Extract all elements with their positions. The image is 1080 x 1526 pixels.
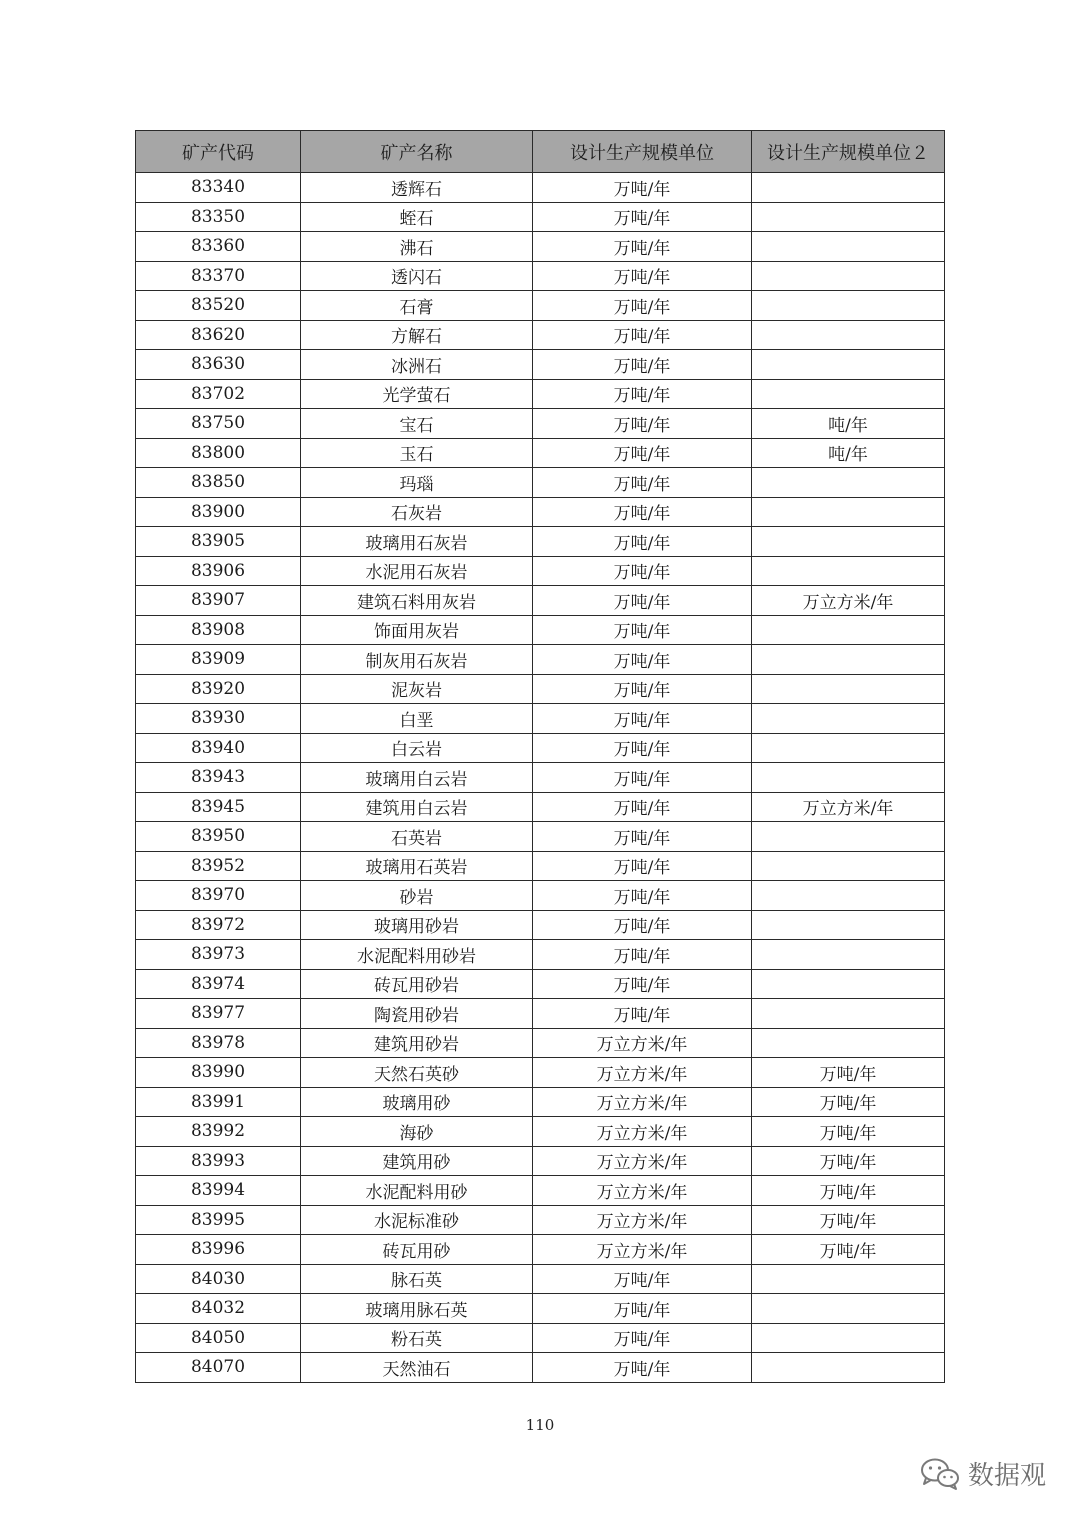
design-scale-unit-2-cell (752, 940, 945, 970)
mineral-name-cell: 天然石英砂 (301, 1058, 533, 1088)
mineral-code-cell: 83350 (136, 202, 301, 232)
design-scale-unit-2-cell (752, 261, 945, 291)
mineral-code-cell: 83907 (136, 586, 301, 616)
table-row (136, 527, 945, 557)
design-scale-unit-cell: 万吨/年 (533, 1353, 752, 1383)
table-row (136, 261, 945, 291)
table-row (136, 1176, 945, 1206)
design-scale-unit-2-cell (752, 497, 945, 527)
table-body (136, 173, 945, 1383)
mineral-code-cell: 83978 (136, 1028, 301, 1058)
design-scale-unit-cell: 万吨/年 (533, 881, 752, 911)
design-scale-unit-2-cell: 万吨/年 (752, 1146, 945, 1176)
design-scale-unit-2-cell (752, 468, 945, 498)
table-row (136, 881, 945, 911)
table-row (136, 1205, 945, 1235)
mineral-name-cell: 光学萤石 (301, 379, 533, 409)
design-scale-unit-2-cell (752, 1264, 945, 1294)
design-scale-unit-2-cell (752, 1294, 945, 1324)
design-scale-unit-2-cell (752, 527, 945, 557)
design-scale-unit-cell: 万吨/年 (533, 733, 752, 763)
table-row (136, 822, 945, 852)
mineral-name-cell: 砂岩 (301, 881, 533, 911)
design-scale-unit-2-cell (752, 881, 945, 911)
mineral-name-cell: 白云岩 (301, 733, 533, 763)
mineral-code-cell: 83905 (136, 527, 301, 557)
design-scale-unit-2-cell (752, 763, 945, 793)
mineral-name-cell: 粉石英 (301, 1323, 533, 1353)
design-scale-unit-cell: 万吨/年 (533, 704, 752, 734)
design-scale-unit-cell: 万吨/年 (533, 320, 752, 350)
mineral-code-cell: 83940 (136, 733, 301, 763)
mineral-code-cell: 83520 (136, 291, 301, 321)
design-scale-unit-2-cell: 万立方米/年 (752, 586, 945, 616)
design-scale-unit-2-cell (752, 704, 945, 734)
mineral-name-cell: 水泥配料用砂岩 (301, 940, 533, 970)
design-scale-unit-cell: 万立方米/年 (533, 1087, 752, 1117)
mineral-name-cell: 泥灰岩 (301, 674, 533, 704)
table-row (136, 733, 945, 763)
table-row (136, 438, 945, 468)
mineral-name-cell: 石英岩 (301, 822, 533, 852)
mineral-name-cell: 水泥用石灰岩 (301, 556, 533, 586)
design-scale-unit-cell: 万吨/年 (533, 438, 752, 468)
design-scale-unit-cell: 万立方米/年 (533, 1117, 752, 1147)
mineral-code-cell: 83900 (136, 497, 301, 527)
mineral-name-cell: 石膏 (301, 291, 533, 321)
table-row (136, 350, 945, 380)
mineral-code-cell: 83990 (136, 1058, 301, 1088)
mineral-code-cell: 83943 (136, 763, 301, 793)
header-design-scale-unit: 设计生产规模单位 (533, 131, 752, 173)
mineral-name-cell: 制灰用石灰岩 (301, 645, 533, 675)
table-row (136, 674, 945, 704)
mineral-code-cell: 84050 (136, 1323, 301, 1353)
table-row (136, 645, 945, 675)
table-row (136, 232, 945, 262)
design-scale-unit-cell: 万吨/年 (533, 261, 752, 291)
design-scale-unit-2-cell: 万吨/年 (752, 1117, 945, 1147)
design-scale-unit-2-cell (752, 173, 945, 203)
design-scale-unit-cell: 万立方米/年 (533, 1058, 752, 1088)
mineral-name-cell: 水泥配料用砂 (301, 1176, 533, 1206)
design-scale-unit-2-cell (752, 851, 945, 881)
table-row (136, 379, 945, 409)
mineral-name-cell: 玻璃用白云岩 (301, 763, 533, 793)
mineral-name-cell: 砖瓦用砂岩 (301, 969, 533, 999)
design-scale-unit-cell: 万吨/年 (533, 468, 752, 498)
mineral-code-cell: 83630 (136, 350, 301, 380)
design-scale-unit-cell: 万吨/年 (533, 792, 752, 822)
design-scale-unit-2-cell (752, 910, 945, 940)
table-row (136, 202, 945, 232)
table-row (136, 1235, 945, 1265)
watermark (920, 1455, 1046, 1492)
mineral-name-cell: 玻璃用砂 (301, 1087, 533, 1117)
table-row (136, 763, 945, 793)
design-scale-unit-cell: 万吨/年 (533, 645, 752, 675)
design-scale-unit-cell: 万吨/年 (533, 173, 752, 203)
table-row (136, 704, 945, 734)
mineral-code-cell: 83993 (136, 1146, 301, 1176)
mineral-code-cell: 83994 (136, 1176, 301, 1206)
mineral-name-cell: 方解石 (301, 320, 533, 350)
design-scale-unit-2-cell (752, 645, 945, 675)
mineral-code-cell: 83340 (136, 173, 301, 203)
table-row (136, 615, 945, 645)
mineral-code-cell: 83945 (136, 792, 301, 822)
table-row (136, 1087, 945, 1117)
design-scale-unit-cell: 万立方米/年 (533, 1146, 752, 1176)
mineral-code-cell: 83920 (136, 674, 301, 704)
design-scale-unit-cell: 万吨/年 (533, 586, 752, 616)
mineral-code-cell: 83977 (136, 999, 301, 1029)
mineral-name-cell: 玻璃用砂岩 (301, 910, 533, 940)
design-scale-unit-2-cell (752, 615, 945, 645)
mineral-code-cell: 83992 (136, 1117, 301, 1147)
design-scale-unit-2-cell: 万立方米/年 (752, 792, 945, 822)
table-row (136, 291, 945, 321)
table-row (136, 409, 945, 439)
mineral-code-cell: 83620 (136, 320, 301, 350)
design-scale-unit-cell: 万吨/年 (533, 379, 752, 409)
table-row (136, 1264, 945, 1294)
design-scale-unit-2-cell (752, 350, 945, 380)
mineral-code-cell: 83750 (136, 409, 301, 439)
design-scale-unit-2-cell (752, 822, 945, 852)
design-scale-unit-cell: 万吨/年 (533, 409, 752, 439)
table-header (136, 131, 945, 173)
mineral-code-cell: 83906 (136, 556, 301, 586)
mineral-code-cell: 83972 (136, 910, 301, 940)
mineral-code-cell: 83370 (136, 261, 301, 291)
mineral-name-cell: 沸石 (301, 232, 533, 262)
design-scale-unit-cell: 万吨/年 (533, 1323, 752, 1353)
design-scale-unit-2-cell (752, 202, 945, 232)
mineral-code-cell: 83952 (136, 851, 301, 881)
design-scale-unit-2-cell (752, 969, 945, 999)
design-scale-unit-cell: 万吨/年 (533, 291, 752, 321)
mineral-code-cell: 83930 (136, 704, 301, 734)
mineral-code-cell: 84030 (136, 1264, 301, 1294)
mineral-name-cell: 建筑石料用灰岩 (301, 586, 533, 616)
mineral-name-cell: 透闪石 (301, 261, 533, 291)
table-row (136, 940, 945, 970)
design-scale-unit-cell: 万吨/年 (533, 497, 752, 527)
design-scale-unit-2-cell (752, 999, 945, 1029)
design-scale-unit-2-cell (752, 1028, 945, 1058)
mineral-name-cell: 玻璃用石英岩 (301, 851, 533, 881)
mineral-name-cell: 白垩 (301, 704, 533, 734)
mineral-code-cell: 84032 (136, 1294, 301, 1324)
design-scale-unit-cell: 万吨/年 (533, 1264, 752, 1294)
header-row (136, 131, 945, 173)
mineral-code-cell: 83970 (136, 881, 301, 911)
table-row (136, 1146, 945, 1176)
design-scale-unit-cell: 万吨/年 (533, 940, 752, 970)
mineral-code-cell: 83909 (136, 645, 301, 675)
header-mineral-code: 矿产代码 (136, 131, 301, 173)
table-row (136, 173, 945, 203)
design-scale-unit-2-cell: 吨/年 (752, 409, 945, 439)
mineral-name-cell: 砖瓦用砂 (301, 1235, 533, 1265)
header-mineral-name: 矿产名称 (301, 131, 533, 173)
design-scale-unit-cell: 万吨/年 (533, 969, 752, 999)
mineral-code-cell: 84070 (136, 1353, 301, 1383)
mineral-name-cell: 冰洲石 (301, 350, 533, 380)
design-scale-unit-2-cell (752, 291, 945, 321)
design-scale-unit-2-cell (752, 1323, 945, 1353)
mineral-name-cell: 玉石 (301, 438, 533, 468)
table-row (136, 1058, 945, 1088)
design-scale-unit-cell: 万吨/年 (533, 999, 752, 1029)
minerals-table (135, 130, 945, 1383)
design-scale-unit-2-cell: 万吨/年 (752, 1235, 945, 1265)
design-scale-unit-cell: 万吨/年 (533, 232, 752, 262)
page-number: 110 (525, 1416, 555, 1434)
header-design-scale-unit-2: 设计生产规模单位２ (752, 131, 945, 173)
design-scale-unit-2-cell (752, 556, 945, 586)
mineral-name-cell: 建筑用砂 (301, 1146, 533, 1176)
mineral-code-cell: 83850 (136, 468, 301, 498)
design-scale-unit-2-cell (752, 1353, 945, 1383)
table-row (136, 320, 945, 350)
table-row (136, 999, 945, 1029)
mineral-name-cell: 透辉石 (301, 173, 533, 203)
mineral-name-cell: 蛭石 (301, 202, 533, 232)
table-row (136, 556, 945, 586)
design-scale-unit-2-cell (752, 674, 945, 704)
design-scale-unit-cell: 万立方米/年 (533, 1205, 752, 1235)
mineral-code-cell: 83360 (136, 232, 301, 262)
design-scale-unit-cell: 万吨/年 (533, 674, 752, 704)
mineral-code-cell: 83800 (136, 438, 301, 468)
mineral-name-cell: 水泥标准砂 (301, 1205, 533, 1235)
mineral-name-cell: 建筑用白云岩 (301, 792, 533, 822)
mineral-name-cell: 饰面用灰岩 (301, 615, 533, 645)
design-scale-unit-2-cell (752, 320, 945, 350)
mineral-name-cell: 玛瑙 (301, 468, 533, 498)
table-row (136, 586, 945, 616)
table-row (136, 468, 945, 498)
mineral-name-cell: 玻璃用石灰岩 (301, 527, 533, 557)
table-row (136, 1294, 945, 1324)
design-scale-unit-cell: 万立方米/年 (533, 1176, 752, 1206)
mineral-name-cell: 宝石 (301, 409, 533, 439)
table-row (136, 1353, 945, 1383)
design-scale-unit-2-cell: 吨/年 (752, 438, 945, 468)
table-row (136, 851, 945, 881)
mineral-code-cell: 83995 (136, 1205, 301, 1235)
mineral-code-cell: 83702 (136, 379, 301, 409)
design-scale-unit-cell: 万吨/年 (533, 556, 752, 586)
design-scale-unit-cell: 万立方米/年 (533, 1235, 752, 1265)
table-row (136, 1117, 945, 1147)
mineral-name-cell: 海砂 (301, 1117, 533, 1147)
mineral-name-cell: 玻璃用脉石英 (301, 1294, 533, 1324)
mineral-code-cell: 83973 (136, 940, 301, 970)
design-scale-unit-2-cell: 万吨/年 (752, 1176, 945, 1206)
mineral-code-cell: 83974 (136, 969, 301, 999)
design-scale-unit-2-cell (752, 232, 945, 262)
mineral-name-cell: 天然油石 (301, 1353, 533, 1383)
design-scale-unit-2-cell (752, 379, 945, 409)
design-scale-unit-cell: 万吨/年 (533, 202, 752, 232)
design-scale-unit-cell: 万吨/年 (533, 615, 752, 645)
mineral-name-cell: 石灰岩 (301, 497, 533, 527)
design-scale-unit-cell: 万吨/年 (533, 851, 752, 881)
table-row (136, 969, 945, 999)
table-row (136, 1323, 945, 1353)
design-scale-unit-2-cell: 万吨/年 (752, 1058, 945, 1088)
design-scale-unit-cell: 万吨/年 (533, 527, 752, 557)
design-scale-unit-cell: 万吨/年 (533, 822, 752, 852)
wechat-icon (920, 1457, 960, 1491)
mineral-code-cell: 83908 (136, 615, 301, 645)
design-scale-unit-2-cell: 万吨/年 (752, 1205, 945, 1235)
design-scale-unit-2-cell (752, 733, 945, 763)
design-scale-unit-cell: 万吨/年 (533, 763, 752, 793)
mineral-name-cell: 建筑用砂岩 (301, 1028, 533, 1058)
mineral-code-cell: 83996 (136, 1235, 301, 1265)
table-row (136, 1028, 945, 1058)
design-scale-unit-cell: 万立方米/年 (533, 1028, 752, 1058)
mineral-code-cell: 83950 (136, 822, 301, 852)
design-scale-unit-cell: 万吨/年 (533, 350, 752, 380)
design-scale-unit-cell: 万吨/年 (533, 1294, 752, 1324)
mineral-code-cell: 83991 (136, 1087, 301, 1117)
mineral-name-cell: 陶瓷用砂岩 (301, 999, 533, 1029)
table-row (136, 910, 945, 940)
table-row (136, 792, 945, 822)
design-scale-unit-cell: 万吨/年 (533, 910, 752, 940)
mineral-name-cell: 脉石英 (301, 1264, 533, 1294)
design-scale-unit-2-cell: 万吨/年 (752, 1087, 945, 1117)
table-row (136, 497, 945, 527)
watermark-text: 数据观 (967, 1461, 1046, 1491)
